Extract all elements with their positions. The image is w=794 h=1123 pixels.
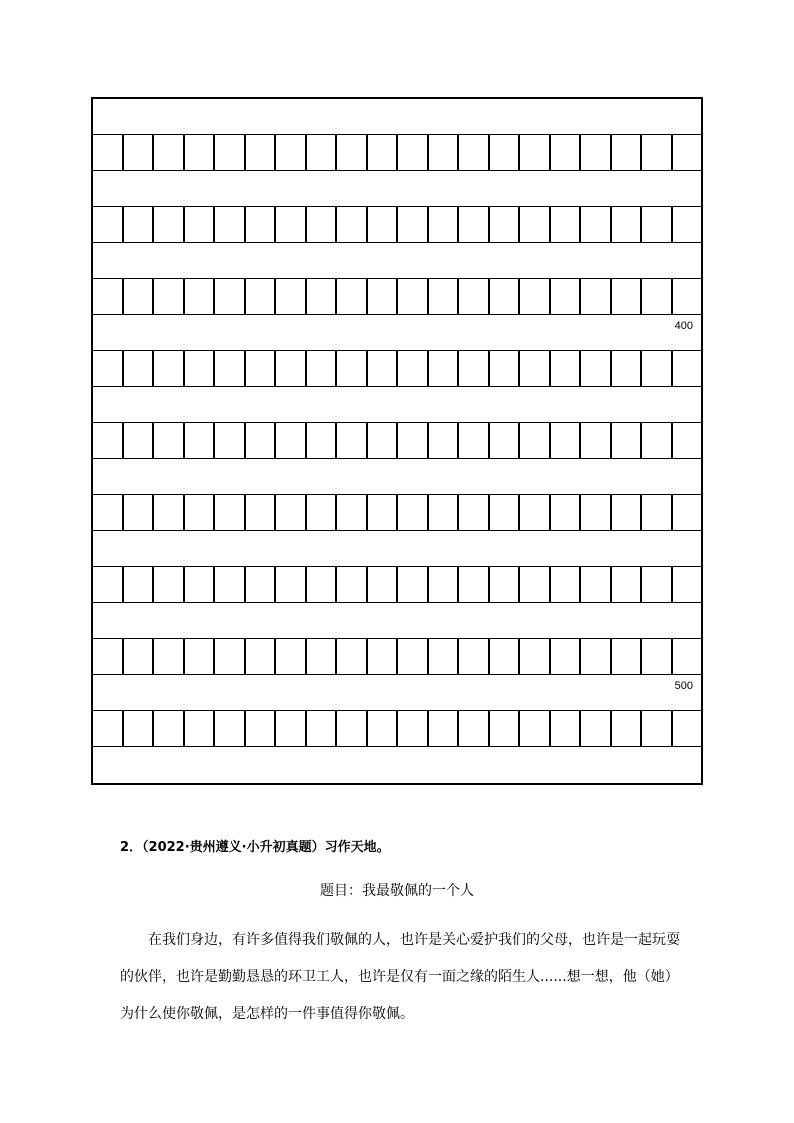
grid-cell[interactable] [185, 207, 216, 242]
grid-cell[interactable] [612, 639, 643, 674]
grid-cell[interactable] [154, 495, 185, 530]
grid-cell[interactable] [459, 711, 490, 746]
grid-cell[interactable] [642, 351, 673, 386]
grid-cell[interactable] [154, 711, 185, 746]
grid-cell[interactable] [124, 351, 155, 386]
grid-cell[interactable] [429, 495, 460, 530]
grid-cell[interactable] [276, 639, 307, 674]
grid-cell[interactable] [307, 639, 338, 674]
grid-cell[interactable] [581, 567, 612, 602]
grid-cell[interactable] [581, 207, 612, 242]
grid-cell[interactable] [368, 135, 399, 170]
grid-cell[interactable] [642, 135, 673, 170]
grid-cell[interactable] [185, 135, 216, 170]
grid-cell[interactable] [276, 207, 307, 242]
grid-cell[interactable] [551, 351, 582, 386]
grid-cell[interactable] [154, 279, 185, 314]
grid-cell[interactable] [490, 495, 521, 530]
grid-cell[interactable] [490, 711, 521, 746]
grid-cell[interactable] [520, 639, 551, 674]
grid-cell[interactable] [307, 279, 338, 314]
grid-cell[interactable] [673, 351, 702, 386]
grid-cell[interactable] [429, 567, 460, 602]
grid-cell[interactable] [154, 423, 185, 458]
grid-cell[interactable] [154, 639, 185, 674]
grid-cell[interactable] [154, 207, 185, 242]
grid-cell[interactable] [490, 639, 521, 674]
grid-gap-band [93, 675, 701, 711]
grid-cell[interactable] [398, 207, 429, 242]
grid-cell[interactable] [551, 135, 582, 170]
grid-cell[interactable] [246, 279, 277, 314]
grid-cell[interactable] [246, 207, 277, 242]
grid-cell[interactable] [551, 639, 582, 674]
grid-cell[interactable] [673, 567, 702, 602]
grid-cell[interactable] [368, 495, 399, 530]
grid-cell[interactable] [276, 495, 307, 530]
composition-grid [91, 97, 703, 785]
grid-cell[interactable] [215, 639, 246, 674]
grid-gap-band [93, 531, 701, 567]
grid-cell[interactable] [337, 351, 368, 386]
grid-cell[interactable] [642, 639, 673, 674]
grid-cell[interactable] [368, 639, 399, 674]
grid-cell[interactable] [459, 207, 490, 242]
question-number: 2． [120, 840, 143, 855]
grid-cell[interactable] [551, 711, 582, 746]
question-instruction: 习作天地。 [324, 840, 390, 855]
grid-cell[interactable] [398, 639, 429, 674]
grid-cell[interactable] [124, 567, 155, 602]
grid-cell[interactable] [276, 135, 307, 170]
grid-cell[interactable] [93, 135, 124, 170]
grid-cell[interactable] [93, 711, 124, 746]
grid-cell[interactable] [612, 279, 643, 314]
grid-cell[interactable] [490, 207, 521, 242]
grid-cell[interactable] [490, 567, 521, 602]
grid-cell[interactable] [551, 567, 582, 602]
grid-cell[interactable] [215, 567, 246, 602]
grid-cell[interactable] [124, 495, 155, 530]
grid-cell[interactable] [337, 639, 368, 674]
grid-cell[interactable] [551, 279, 582, 314]
grid-cell[interactable] [246, 495, 277, 530]
grid-cell[interactable] [246, 351, 277, 386]
grid-cell[interactable] [520, 279, 551, 314]
grid-cell[interactable] [459, 279, 490, 314]
grid-cell[interactable] [490, 279, 521, 314]
grid-cell[interactable] [307, 351, 338, 386]
grid-cell[interactable] [673, 639, 702, 674]
grid-cell[interactable] [581, 351, 612, 386]
grid-cell[interactable] [368, 207, 399, 242]
grid-cell[interactable] [185, 639, 216, 674]
grid-cell[interactable] [398, 567, 429, 602]
grid-cell[interactable] [673, 207, 702, 242]
grid-cell[interactable] [612, 567, 643, 602]
grid-row [93, 711, 701, 747]
grid-cell[interactable] [215, 279, 246, 314]
grid-cell[interactable] [368, 279, 399, 314]
grid-cell[interactable] [337, 711, 368, 746]
grid-cell[interactable] [673, 495, 702, 530]
grid-gap-band [93, 315, 701, 351]
word-count-marker: 500 [674, 680, 693, 692]
grid-cell[interactable] [185, 711, 216, 746]
grid-cell[interactable] [459, 423, 490, 458]
grid-cell[interactable] [154, 351, 185, 386]
grid-cell[interactable] [154, 567, 185, 602]
grid-cell[interactable] [215, 351, 246, 386]
grid-cell[interactable] [307, 423, 338, 458]
word-count-marker: 400 [674, 320, 693, 332]
grid-cell[interactable] [368, 351, 399, 386]
grid-cell[interactable] [337, 423, 368, 458]
grid-cell[interactable] [337, 135, 368, 170]
grid-cell[interactable] [185, 351, 216, 386]
grid-cell[interactable] [124, 279, 155, 314]
grid-cell[interactable] [612, 207, 643, 242]
grid-row [93, 279, 701, 315]
grid-cell[interactable] [642, 423, 673, 458]
grid-cell[interactable] [581, 711, 612, 746]
grid-cell[interactable] [642, 495, 673, 530]
grid-row [93, 495, 701, 531]
grid-cell[interactable] [185, 567, 216, 602]
grid-cell[interactable] [246, 567, 277, 602]
grid-cell[interactable] [185, 279, 216, 314]
grid-cell[interactable] [246, 711, 277, 746]
grid-cell[interactable] [93, 351, 124, 386]
grid-cell[interactable] [612, 423, 643, 458]
grid-cell[interactable] [307, 711, 338, 746]
grid-cell[interactable] [520, 135, 551, 170]
grid-cell[interactable] [93, 279, 124, 314]
grid-cell[interactable] [368, 711, 399, 746]
grid-cell[interactable] [642, 279, 673, 314]
grid-cell[interactable] [337, 207, 368, 242]
grid-cell[interactable] [459, 639, 490, 674]
grid-cell[interactable] [459, 567, 490, 602]
grid-cell[interactable] [124, 639, 155, 674]
grid-cell[interactable] [337, 279, 368, 314]
grid-gap-band [93, 603, 701, 639]
grid-cell[interactable] [93, 495, 124, 530]
grid-cell[interactable] [459, 135, 490, 170]
grid-gap-band [93, 99, 701, 135]
grid-cell[interactable] [215, 495, 246, 530]
grid-row [93, 639, 701, 675]
grid-row [93, 135, 701, 171]
grid-cell[interactable] [337, 495, 368, 530]
grid-cell[interactable] [429, 711, 460, 746]
grid-cell[interactable] [368, 423, 399, 458]
grid-cell[interactable] [612, 711, 643, 746]
grid-cell[interactable] [581, 495, 612, 530]
grid-cell[interactable] [551, 207, 582, 242]
grid-cell[interactable] [307, 567, 338, 602]
grid-cell[interactable] [276, 567, 307, 602]
grid-cell[interactable] [673, 135, 702, 170]
grid-cell[interactable] [276, 351, 307, 386]
grid-cell[interactable] [398, 135, 429, 170]
grid-cell[interactable] [246, 135, 277, 170]
grid-cell[interactable] [459, 351, 490, 386]
grid-cell[interactable] [429, 639, 460, 674]
grid-cell[interactable] [429, 279, 460, 314]
grid-cell[interactable] [612, 135, 643, 170]
grid-cell[interactable] [673, 423, 702, 458]
grid-cell[interactable] [93, 567, 124, 602]
grid-cell[interactable] [398, 279, 429, 314]
grid-cell[interactable] [520, 711, 551, 746]
grid-cell[interactable] [276, 279, 307, 314]
grid-cell[interactable] [124, 711, 155, 746]
grid-cell[interactable] [398, 495, 429, 530]
grid-cell[interactable] [215, 135, 246, 170]
grid-cell[interactable] [398, 351, 429, 386]
grid-cell[interactable] [642, 207, 673, 242]
grid-cell[interactable] [246, 423, 277, 458]
grid-cell[interactable] [185, 495, 216, 530]
grid-gap-band [93, 747, 701, 783]
grid-row [93, 207, 701, 243]
grid-cell[interactable] [551, 495, 582, 530]
grid-cell[interactable] [459, 495, 490, 530]
grid-cell[interactable] [429, 135, 460, 170]
grid-cell[interactable] [612, 495, 643, 530]
grid-cell[interactable] [307, 495, 338, 530]
grid-cell[interactable] [520, 495, 551, 530]
grid-row [93, 423, 701, 459]
grid-cell[interactable] [124, 135, 155, 170]
grid-cell[interactable] [276, 423, 307, 458]
grid-cell[interactable] [581, 423, 612, 458]
grid-cell[interactable] [429, 423, 460, 458]
grid-cell[interactable] [429, 207, 460, 242]
essay-prompt: 在我们身边，有许多值得我们敬佩的人，也许是关心爱护我们的父母，也许是一起玩耍的伙伴，也许是勤勤恳恳的环卫工人，也许是仅有一面之缘的陌生人......想一想，他（她）为什么使你敬佩，是怎样的一件事值得你敬佩。 [120, 932, 680, 1022]
grid-cell[interactable] [581, 135, 612, 170]
grid-cell[interactable] [215, 711, 246, 746]
grid-cell[interactable] [520, 567, 551, 602]
grid-cell[interactable] [124, 207, 155, 242]
grid-cell[interactable] [520, 351, 551, 386]
grid-cell[interactable] [490, 423, 521, 458]
grid-cell[interactable] [307, 207, 338, 242]
grid-cell[interactable] [642, 567, 673, 602]
grid-cell[interactable] [490, 351, 521, 386]
grid-cell[interactable] [642, 711, 673, 746]
grid-cell[interactable] [246, 639, 277, 674]
grid-cell[interactable] [520, 207, 551, 242]
grid-cell[interactable] [215, 423, 246, 458]
grid-cell[interactable] [398, 423, 429, 458]
grid-cell[interactable] [93, 423, 124, 458]
grid-cell[interactable] [124, 423, 155, 458]
grid-cell[interactable] [337, 567, 368, 602]
grid-cell[interactable] [612, 351, 643, 386]
grid-cell[interactable] [276, 711, 307, 746]
grid-cell[interactable] [581, 279, 612, 314]
grid-cell[interactable] [551, 423, 582, 458]
grid-cell[interactable] [185, 423, 216, 458]
grid-gap-band [93, 387, 701, 423]
grid-cell[interactable] [93, 207, 124, 242]
grid-cell[interactable] [673, 711, 702, 746]
question-heading [120, 836, 390, 855]
grid-gap-band [93, 459, 701, 495]
grid-cell[interactable] [398, 711, 429, 746]
grid-cell[interactable] [307, 135, 338, 170]
grid-cell[interactable] [368, 567, 399, 602]
grid-cell[interactable] [429, 351, 460, 386]
grid-cell[interactable] [215, 207, 246, 242]
grid-row [93, 351, 701, 387]
grid-gap-band [93, 243, 701, 279]
question-source: （2022·贵州遵义·小升初真题） [142, 840, 325, 855]
grid-cell[interactable] [490, 135, 521, 170]
grid-cell[interactable] [154, 135, 185, 170]
grid-row [93, 567, 701, 603]
grid-cell[interactable] [673, 279, 702, 314]
grid-gap-band [93, 171, 701, 207]
grid-cell[interactable] [93, 639, 124, 674]
essay-title: 题目：我最敬佩的一个人 [320, 883, 474, 899]
grid-cell[interactable] [520, 423, 551, 458]
grid-cell[interactable] [581, 639, 612, 674]
